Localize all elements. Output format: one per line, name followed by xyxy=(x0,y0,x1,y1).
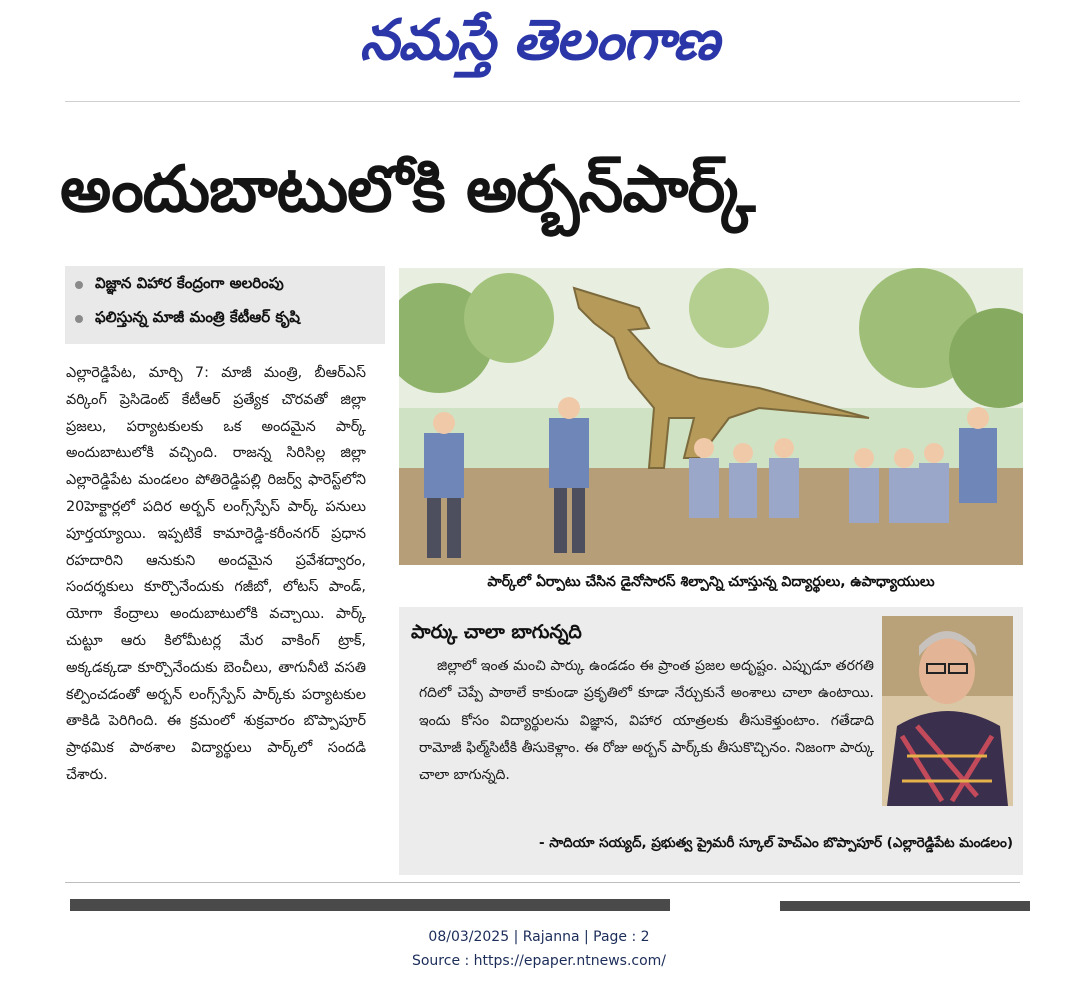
highlight-2 xyxy=(65,304,385,334)
quote-body: జిల్లాలో ఇంత మంచి పార్కు ఉండడం ఈ ప్రాంత ప్రజల అదృష్టం. ఎప్పుడూ తరగతి గదిలో చెప్పే పాఠాలే కాకుండా ప్రకృతిలో కూడా నేర్చుకునే అంశాలు చాలా ఉంటాయి. ఇందు కోసం విద్యార్థులను విజ్ఞాన, విహార యాత్రలకు తీసుకెళ్తుంటాం. గతేడాది రామోజీ ఫిల్మ్‌సిటీకి తీసుకెళ్లాం. ఈ రోజు అర్బన్‌ పార్క్‌కు తీసుకొచ్చినం. నిజంగా పార్కు చాలా బాగున్నది. xyxy=(419,658,874,784)
photo-caption: పార్క్‌లో ఏర్పాటు చేసిన డైనోసారస్‌ శిల్పాన్ని చూస్తున్న విద్యార్థులు, ఉపాధ్యాయులు xyxy=(487,574,935,590)
portrait-illustration xyxy=(882,616,1013,806)
headmistress-portrait xyxy=(882,616,1013,806)
highlights-box xyxy=(65,266,385,344)
next-article-teaser-cutoff xyxy=(70,895,670,911)
page-footer xyxy=(0,925,1078,973)
top-divider xyxy=(65,101,1020,102)
article-headline: అందుబాటులోకి అర్బన్‌పార్క్‌ xyxy=(60,153,755,227)
edition-info: 08/03/2025 | Rajanna | Page : 2 xyxy=(428,929,650,945)
bullet-icon xyxy=(75,315,83,323)
quote-signature: - సాదియా సయ్యద్‌, ప్రభుత్వ ప్రైమరీ స్కూల్‌ హెచ్‌ఎం బొప్పాపూర్‌ (ఎల్లారెడ్డిపేట మండలం) xyxy=(538,835,1013,851)
quote-box xyxy=(399,607,1023,875)
bullet-icon xyxy=(75,281,83,289)
next-article-teaser-cutoff-2 xyxy=(780,895,1030,911)
cutoff-text-illustration xyxy=(70,895,670,911)
masthead xyxy=(0,0,1078,95)
newspaper-logo: నమస్తే తెలంగాణ xyxy=(359,8,719,73)
highlight-2-text: ఫలిస్తున్న మాజీ మంత్రి కేటీఆర్‌ కృషి xyxy=(95,308,300,326)
dinosaur-park-photo xyxy=(399,268,1023,565)
source-link[interactable]: Source : https://epaper.ntnews.com/ xyxy=(411,953,667,969)
quote-title: పార్కు చాలా బాగున్నది xyxy=(411,621,582,643)
bottom-divider xyxy=(65,882,1020,883)
cutoff-text-illustration-2 xyxy=(780,895,1030,911)
highlight-1-text: విజ్ఞాన విహార కేంద్రంగా అలరింపు xyxy=(95,274,284,292)
photo-illustration xyxy=(399,268,1023,565)
article-body: ఎల్లారెడ్డిపేట, మార్చి 7: మాజీ మంత్రి, బీఆర్‌ఎస్‌ వర్కింగ్‌ ప్రెసిడెంట్‌ కేటీఆర్‌ ప్రత్యేక చొరవతో జిల్లా ప్రజలు, పర్యాటకులకు ఒక అందమైన పార్క్‌ అందుబాటులోకి వచ్చింది. రాజన్న సిరిసిల్ల జిల్లా ఎల్లారెడ్డిపేట మండలం పోతిరెడ్డిపల్లి రిజర్వ్‌ ఫారెస్ట్‌లోని 20హెక్టార్లలో పదిర అర్బన్‌ లంగ్స్‌స్పేస్‌ పార్క్‌ పనులు పూర్తయ్యాయి. ఇప్పటికే కామారెడ్డి-కరీంనగర్‌ ప్రధాన రహదారిని ఆనుకుని అందమైన ప్రవేశద్వారం, సందర్శకులు కూర్చొనేందుకు గజీబో, లోటస్‌ పాండ్‌, యోగా కేంద్రాలు అందుబాటులోకి వచ్చాయి. పార్క్‌ చుట్టూ ఆరు కిలోమీటర్ల మేర వాకింగ్‌ ట్రాక్‌, అక్కడక్కడా కూర్చొనేందుకు బెంచీలు, తాగునీటి వసతి కల్పించడంతో అర్బన్‌ లంగ్స్‌స్పేస్‌ పార్క్‌కు పర్యాటకుల తాకిడి పెరిగింది. ఈ క్రమంలో శుక్రవారం బొప్పాపూర్‌ ప్రాథమిక పాఠశాల విద్యార్థులు పార్క్‌లో సందడి చేశారు. xyxy=(66,365,366,783)
highlight-1 xyxy=(65,270,385,300)
